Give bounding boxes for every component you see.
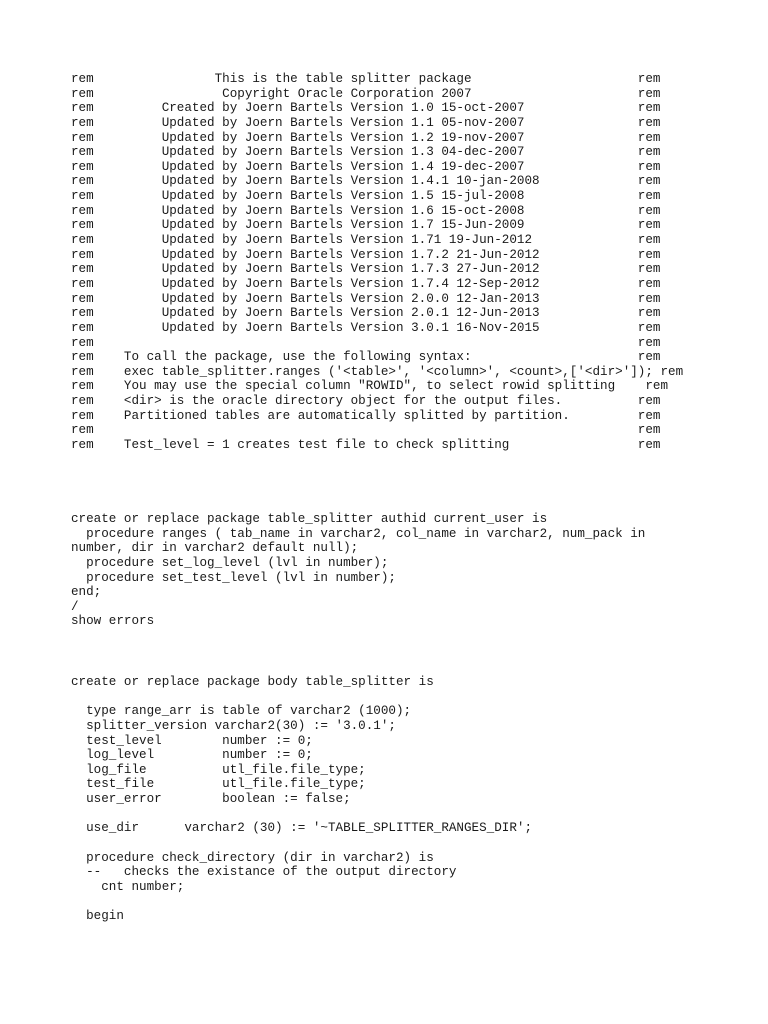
header-comment-line: rem rem [71,423,661,438]
header-comment-line: rem Updated by Joern Bartels Version 1.7.3 27-Jun-2012 rem [71,262,661,277]
header-comment-line: rem Copyright Oracle Corporation 2007 rem [71,86,661,101]
body-code-line: user_error boolean := false; [71,792,351,807]
spec-code-line: show errors [71,614,155,629]
body-code-line: test_level number := 0; [71,733,313,748]
header-comment-line: rem Test_level = 1 creates test file to check splitting rem [71,438,661,453]
package-body-block [71,675,532,924]
spec-code-line: procedure set_test_level (lvl in number); [71,570,396,585]
header-comment-line: rem Updated by Joern Bartels Version 1.7 15-Jun-2009 rem [71,218,661,233]
header-comment-line: rem Updated by Joern Bartels Version 2.0.1 12-Jun-2013 rem [71,306,661,321]
body-code-line: procedure check_directory (dir in varchar2) is [71,850,434,865]
body-code-line: test_file utl_file.file_type; [71,777,366,792]
body-code-line [71,807,532,822]
body-code-line: begin [71,909,124,924]
body-code-line: log_file utl_file.file_type; [71,762,366,777]
header-comment-line: rem You may use the special column "ROWID", to select rowid splitting rem [71,379,669,394]
header-comment-line: rem Partitioned tables are automatically splitted by partition. rem [71,408,661,423]
spec-code-line: procedure set_log_level (lvl in number); [71,555,389,570]
body-code-line: -- checks the existance of the output directory [71,865,457,880]
body-code-line: log_level number := 0; [71,748,313,763]
body-code-line: use_dir varchar2 (30) := '~TABLE_SPLITTER_RANGES_DIR'; [71,821,533,836]
body-code-line [71,895,532,910]
spec-code-line: procedure ranges ( tab_name in varchar2, col_name in varchar2, num_pack in [71,526,646,541]
header-comment-line: rem Updated by Joern Bartels Version 1.6 15-oct-2008 rem [71,203,661,218]
header-comment-line: rem To call the package, use the following syntax: rem [71,350,661,365]
header-comment-block [71,72,683,453]
header-comment-line: rem This is the table splitter package rem [71,72,661,86]
header-comment-line: rem Updated by Joern Bartels Version 1.5 15-jul-2008 rem [71,189,661,204]
body-code-line: create or replace package body table_splitter is [71,675,434,689]
header-comment-line: rem Updated by Joern Bartels Version 1.4.1 10-jan-2008 rem [71,174,661,189]
header-comment-line: rem Updated by Joern Bartels Version 1.2 19-nov-2007 rem [71,130,661,145]
header-comment-line: rem Updated by Joern Bartels Version 1.71 19-Jun-2012 rem [71,233,661,248]
header-comment-line: rem rem [71,335,661,350]
spec-code-line: number, dir in varchar2 default null); [71,541,359,556]
header-comment-line: rem Updated by Joern Bartels Version 1.7.4 12-Sep-2012 rem [71,276,661,291]
spec-code-line: end; [71,585,102,600]
header-comment-line: rem <dir> is the oracle directory object for the output files. rem [71,394,661,409]
header-comment-line: rem Updated by Joern Bartels Version 1.7.2 21-Jun-2012 rem [71,247,661,262]
header-comment-line: rem Updated by Joern Bartels Version 1.4 19-dec-2007 rem [71,159,661,174]
body-code-line: splitter_version varchar2(30) := '3.0.1'; [71,718,396,733]
header-comment-line: rem Updated by Joern Bartels Version 1.1 05-nov-2007 rem [71,115,661,130]
header-comment-line: rem Updated by Joern Bartels Version 1.3 04-dec-2007 rem [71,145,661,160]
body-code-line [71,836,532,851]
spec-code-line: / [71,599,79,614]
header-comment-line: rem Updated by Joern Bartels Version 3.0.1 16-Nov-2015 rem [71,320,661,335]
package-spec-block [71,512,645,629]
body-code-line: cnt number; [71,879,185,894]
header-comment-line: rem exec table_splitter.ranges ('<table>', '<column>', <count>,['<dir>']); rem [71,364,684,379]
body-code-line: type range_arr is table of varchar2 (1000); [71,704,412,719]
header-comment-line: rem Created by Joern Bartels Version 1.0 15-oct-2007 rem [71,101,661,116]
spec-code-line: create or replace package table_splitter authid current_user is [71,512,548,526]
body-code-line [71,690,532,705]
header-comment-line: rem Updated by Joern Bartels Version 2.0.0 12-Jan-2013 rem [71,291,661,306]
